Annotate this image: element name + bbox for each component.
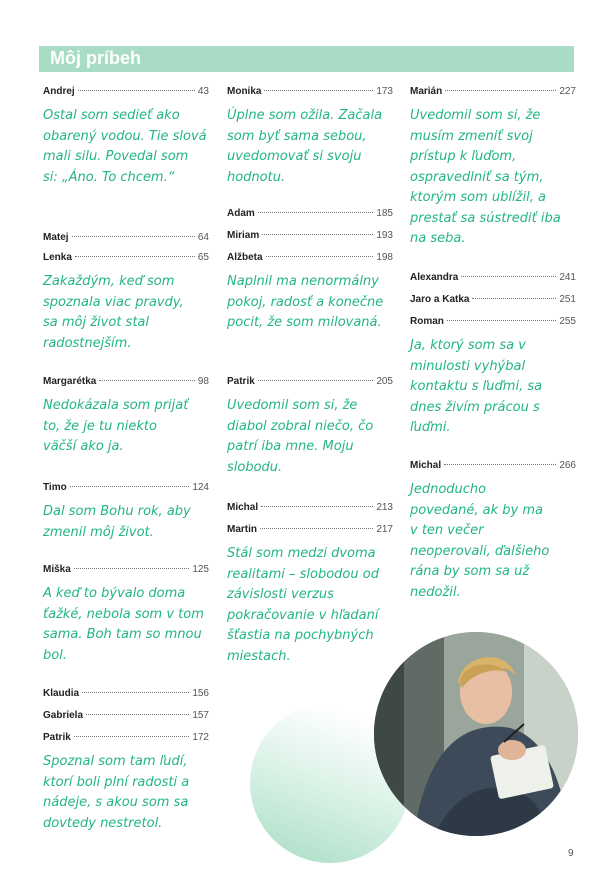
toc-entry[interactable]: [227, 252, 393, 334]
toc-entry[interactable]: [43, 732, 209, 834]
section-title: Môj príbeh: [50, 48, 141, 68]
entry-name: Patrik: [227, 376, 255, 387]
dot-leader: [74, 568, 190, 569]
toc-entry[interactable]: [43, 564, 209, 666]
entry-name: Roman: [410, 316, 444, 327]
dot-leader: [262, 234, 373, 235]
entry-name: Gabriela: [43, 710, 84, 721]
entry-page: 185: [376, 208, 393, 219]
entry-page: 157: [192, 710, 209, 721]
entry-page: 205: [376, 376, 393, 387]
entry-quote: Jednoducho povedané, ak by ma v ten večer neoperovali, ďalšieho rána by som sa už nedožil.: [410, 482, 550, 600]
dot-leader: [445, 90, 556, 91]
entry-page: 98: [197, 376, 209, 387]
dot-leader: [444, 464, 556, 465]
entry-page: 124: [192, 482, 209, 493]
toc-entry[interactable]: [410, 316, 576, 439]
toc-entry[interactable]: [410, 294, 576, 314]
entry-name: Marián: [410, 86, 443, 97]
entry-name: Michal: [227, 502, 259, 513]
entry-name: Timo: [43, 482, 67, 493]
entry-name: Patrik: [43, 732, 71, 743]
entry-name: Alžbeta: [227, 252, 263, 263]
entry-page: 213: [376, 502, 393, 513]
entry-quote: Uvedomil som si, že diabol zobral niečo, čo patrí iba mne. Moju slobodu.: [227, 398, 374, 475]
toc-entry[interactable]: [43, 376, 209, 458]
entry-page: 227: [559, 86, 576, 97]
entry-name: Adam: [227, 208, 255, 219]
entry-name: Lenka: [43, 252, 72, 263]
entry-quote: A keď to bývalo doma ťažké, nebola som v tom sama. Boh tam so mnou bol.: [43, 586, 204, 663]
dot-leader: [74, 736, 190, 737]
entry-quote: Spoznal som tam ľudí, ktorí boli plní radosti a nádeje, s akou som sa dovtedy nestretol.: [43, 754, 190, 831]
entry-page: 198: [376, 252, 393, 263]
entry-page: 217: [376, 524, 393, 535]
section-header: [39, 46, 574, 72]
photo-illustration: [374, 632, 578, 836]
dot-leader: [472, 298, 556, 299]
dot-leader: [258, 212, 374, 213]
entry-quote: Ja, ktorý som sa v minulosti vyhýbal kontaktu s ľuďmi, sa dnes živím prácou s ľuďmi.: [410, 338, 543, 435]
entry-name: Klaudia: [43, 688, 80, 699]
dot-leader: [266, 256, 374, 257]
dot-leader: [264, 90, 373, 91]
dot-leader: [72, 236, 195, 237]
entry-quote: Ostal som sedieť ako obarený vodou. Tie slová mali silu. Povedal som si: „Áno. To chcem.“: [43, 108, 207, 185]
entry-page: 172: [192, 732, 209, 743]
entry-name: Monika: [227, 86, 262, 97]
page-number: 9: [568, 848, 574, 859]
entry-quote: Uvedomil som si, že musím zmeniť svoj prístup k ľuďom, ospravedlniť sa tým, ktorým som ublížil, a prestať sa sústrediť iba na seba.: [410, 108, 561, 246]
dot-leader: [70, 486, 190, 487]
dot-leader: [461, 276, 556, 277]
entry-page: 43: [197, 86, 209, 97]
toc-entry[interactable]: [410, 272, 576, 292]
toc-entry[interactable]: [43, 688, 209, 708]
entry-page: 241: [559, 272, 576, 283]
entry-page: 266: [559, 460, 576, 471]
dot-leader: [260, 528, 373, 529]
toc-entry[interactable]: [43, 86, 209, 188]
toc-entry[interactable]: [227, 230, 393, 250]
entry-name: Jaro a Katka: [410, 294, 470, 305]
entry-page: 64: [197, 232, 209, 243]
photo-young-man-writing: [374, 632, 578, 836]
toc-entry[interactable]: [227, 524, 393, 667]
entry-quote: Stál som medzi dvoma realitami – slobodou od závislosti verzus pokračovanie v hľadaní šťastia na pochybných miestach.: [227, 546, 379, 664]
toc-entry[interactable]: [410, 460, 576, 603]
entry-name: Andrej: [43, 86, 75, 97]
entry-quote: Úplne som ožila. Začala som byť sama sebou, uvedomovať si svoju hodnotu.: [227, 108, 383, 185]
entry-name: Margarétka: [43, 376, 97, 387]
entry-name: Miriam: [227, 230, 260, 241]
entry-name: Martin: [227, 524, 257, 535]
toc-entry[interactable]: [43, 710, 209, 730]
entry-quote: Naplnil ma nenormálny pokoj, radosť a konečne pocit, že som milovaná.: [227, 274, 384, 330]
dot-leader: [82, 692, 189, 693]
dot-leader: [447, 320, 556, 321]
entry-name: Michal: [410, 460, 442, 471]
entry-name: Matej: [43, 232, 69, 243]
entry-name: Miška: [43, 564, 71, 575]
toc-entry[interactable]: [43, 252, 209, 354]
entry-quote: Nedokázala som prijať to, že je tu niekto väčší ako ja.: [43, 398, 189, 454]
toc-entry[interactable]: [43, 482, 209, 543]
toc-entry[interactable]: [227, 208, 393, 228]
dot-leader: [86, 714, 189, 715]
entry-page: 251: [559, 294, 576, 305]
entry-page: 173: [376, 86, 393, 97]
entry-quote: Dal som Bohu rok, aby zmenil môj život.: [43, 504, 191, 540]
entry-page: 156: [192, 688, 209, 699]
dot-leader: [78, 90, 195, 91]
entry-name: Alexandra: [410, 272, 459, 283]
toc-entry[interactable]: [410, 86, 576, 250]
dot-leader: [261, 506, 373, 507]
toc-entry[interactable]: [227, 502, 393, 522]
dot-leader: [258, 380, 374, 381]
entry-page: 65: [197, 252, 209, 263]
toc-entry[interactable]: [227, 86, 393, 188]
toc-entry[interactable]: [227, 376, 393, 478]
entry-page: 255: [559, 316, 576, 327]
entry-page: 125: [192, 564, 209, 575]
entry-page: 193: [376, 230, 393, 241]
toc-entry[interactable]: [43, 232, 209, 252]
dot-leader: [75, 256, 195, 257]
entry-quote: Zakaždým, keď som spoznala viac pravdy, sa môj život stal radostnejším.: [43, 274, 184, 351]
dot-leader: [99, 380, 195, 381]
